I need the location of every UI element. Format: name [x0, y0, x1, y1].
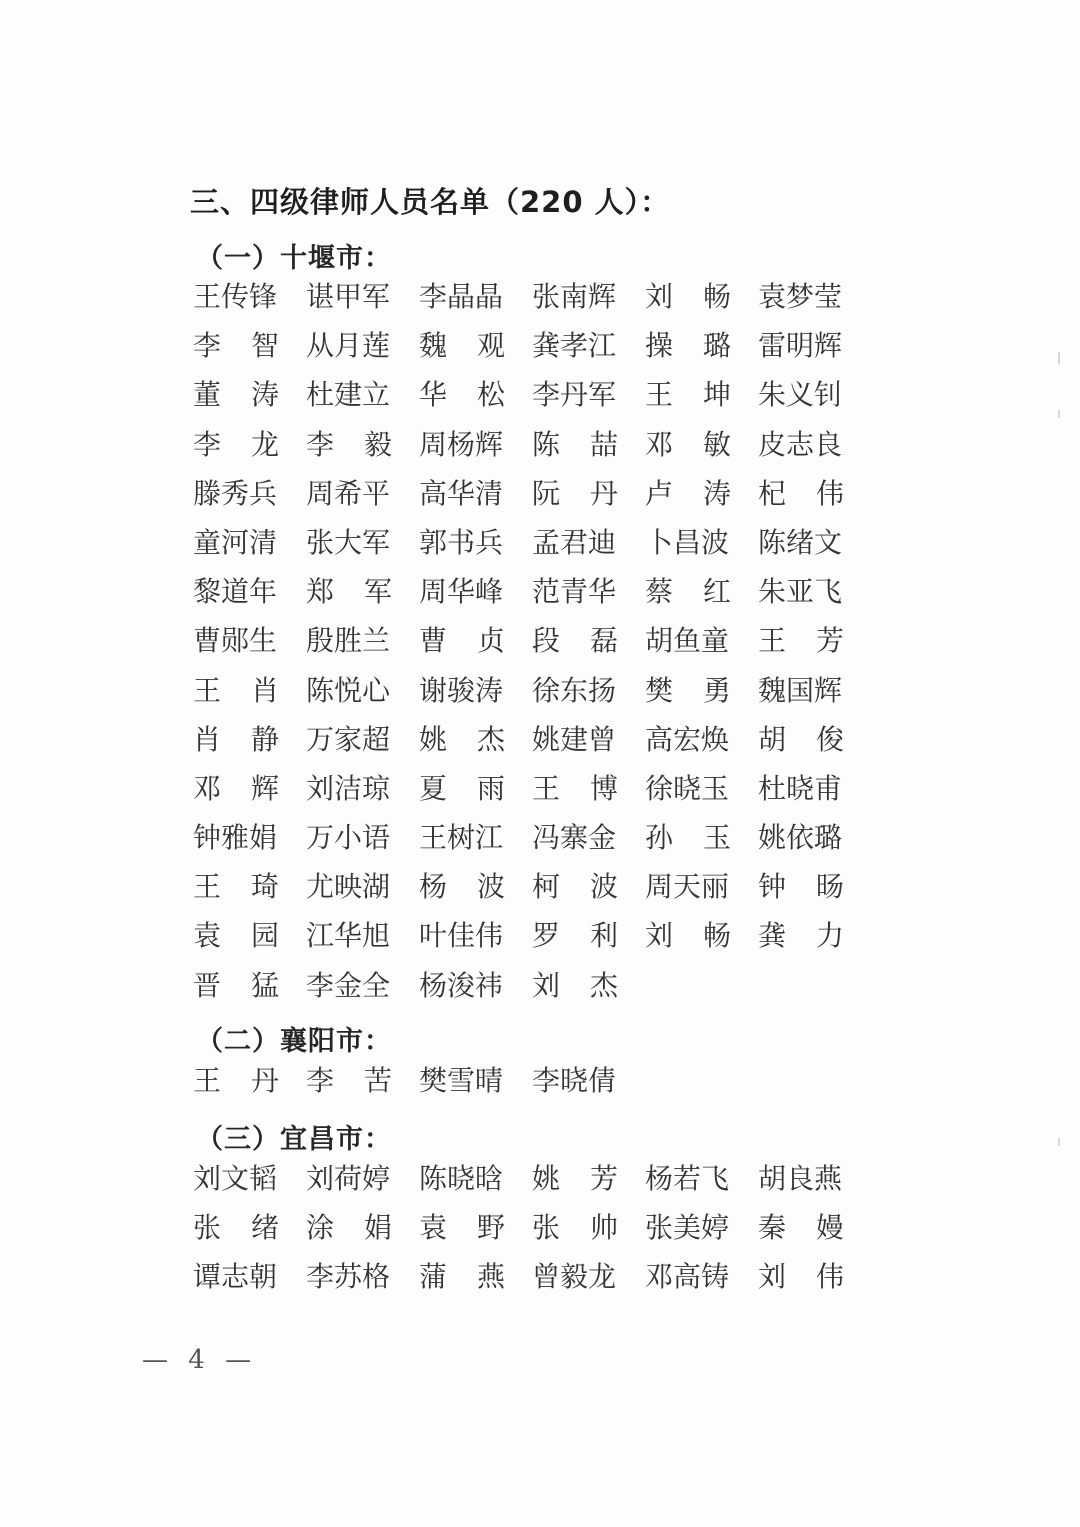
person-name: 朱亚飞 [758, 575, 843, 609]
person-name: 李丹军 [532, 378, 617, 412]
person-name: 魏国辉 [758, 673, 843, 707]
person-name: 郑 军 [306, 575, 392, 609]
person-name: 曹 贞 [419, 624, 505, 658]
person-name: 姚依璐 [758, 821, 843, 855]
city-heading-xiangyang: （二）襄阳市： [196, 1026, 392, 1057]
person-name: 王 丹 [193, 1064, 279, 1097]
person-name: 王 琦 [193, 870, 279, 904]
person-name: 邓 辉 [193, 771, 279, 805]
person-name: 卢 涛 [645, 476, 731, 510]
person-name: 张南辉 [532, 280, 617, 313]
person-name: 晋 猛 [193, 968, 279, 1002]
person-name: 华 松 [419, 378, 505, 412]
person-name: 高华清 [419, 476, 504, 510]
person-name: 张 绪 [193, 1211, 279, 1245]
person-name: 曾毅龙 [532, 1260, 617, 1294]
person-name: 朱义钊 [758, 378, 843, 412]
person-name: 陈绪文 [758, 525, 843, 559]
person-name: 滕秀兵 [193, 476, 278, 510]
person-name: 袁 园 [193, 919, 279, 953]
person-name: 万家超 [306, 722, 391, 756]
city-heading-shiyan: （一）十堰市： [196, 243, 392, 274]
person-name: 李 龙 [193, 427, 279, 461]
person-name: 钟 旸 [758, 870, 844, 904]
person-name: 胡 俊 [758, 722, 844, 756]
person-name: 胡鱼童 [645, 624, 730, 658]
person-name: 樊 勇 [645, 673, 731, 707]
person-name: 袁 野 [419, 1211, 505, 1245]
person-name: 姚 芳 [532, 1162, 618, 1195]
person-name: 雷明辉 [758, 329, 843, 363]
person-name: 张大军 [306, 525, 391, 559]
person-name: 王 博 [532, 771, 618, 805]
person-name: 李苏格 [306, 1260, 391, 1294]
person-name: 阮 丹 [532, 476, 618, 510]
person-name: 高宏焕 [645, 722, 730, 756]
person-name: 谌甲军 [306, 280, 391, 313]
name-list-yichang [193, 1154, 853, 1302]
person-name: 王 芳 [758, 624, 844, 658]
person-name: 邓高铸 [645, 1260, 730, 1294]
person-name: 范青华 [532, 575, 617, 609]
person-name: 王 坤 [645, 378, 731, 412]
person-name: 郭书兵 [419, 525, 504, 559]
person-name: 罗 利 [532, 919, 618, 953]
person-name: 蔡 红 [645, 575, 731, 609]
person-name: 刘 畅 [645, 280, 731, 313]
person-name: 刘 杰 [532, 968, 618, 1002]
person-name: 杜建立 [306, 378, 391, 412]
person-name: 陈晓晗 [419, 1162, 504, 1195]
person-name: 杜晓甫 [758, 771, 843, 805]
person-name: 尤映湖 [306, 870, 391, 904]
person-name: 杨若飞 [645, 1162, 730, 1195]
person-name: 李金全 [306, 968, 391, 1002]
page-number: — 4 — [142, 1345, 258, 1375]
person-name: 童河清 [193, 525, 278, 559]
person-name: 谢骏涛 [419, 673, 504, 707]
person-name: 李 苦 [306, 1064, 392, 1097]
city-heading-yichang: （三）宜昌市： [196, 1124, 392, 1155]
person-name: 刘 伟 [758, 1260, 844, 1294]
person-name: 曹郧生 [193, 624, 278, 658]
person-name: 刘 畅 [645, 919, 731, 953]
person-name: 李 智 [193, 329, 279, 363]
person-name: 徐晓玉 [645, 771, 730, 805]
person-name: 肖 静 [193, 722, 279, 756]
person-name: 胡良燕 [758, 1162, 843, 1195]
person-name: 姚 杰 [419, 722, 505, 756]
person-name: 董 涛 [193, 378, 279, 412]
person-name: 张 帅 [532, 1211, 618, 1245]
person-name: 段 磊 [532, 624, 618, 658]
person-name: 孙 玉 [645, 821, 731, 855]
person-name: 卜昌波 [645, 525, 730, 559]
scan-artifact [1058, 352, 1060, 364]
person-name: 魏 观 [419, 329, 505, 363]
person-name: 李 毅 [306, 427, 392, 461]
person-name: 谭志朝 [193, 1260, 278, 1294]
person-name: 江华旭 [306, 919, 391, 953]
scan-artifact [1058, 410, 1060, 418]
person-name: 万小语 [306, 821, 391, 855]
person-name: 王传锋 [193, 280, 278, 313]
person-name: 从月莲 [306, 329, 391, 363]
person-name: 杞 伟 [758, 476, 844, 510]
person-name: 王 肖 [193, 673, 279, 707]
person-name: 龚孝江 [532, 329, 617, 363]
person-name: 陈悦心 [306, 673, 391, 707]
person-name: 刘荷婷 [306, 1162, 391, 1195]
person-name: 孟君迪 [532, 525, 617, 559]
person-name: 皮志良 [758, 427, 843, 461]
person-name: 黎道年 [193, 575, 278, 609]
person-name: 蒲 燕 [419, 1260, 505, 1294]
person-name: 操 璐 [645, 329, 731, 363]
person-name: 陈 喆 [532, 427, 618, 461]
person-name: 周华峰 [419, 575, 504, 609]
person-name: 杨浚祎 [419, 968, 504, 1002]
section-title: 三、四级律师人员名单（220 人）： [190, 185, 671, 219]
person-name: 张美婷 [645, 1211, 730, 1245]
person-name: 冯寨金 [532, 821, 617, 855]
person-name: 叶佳伟 [419, 919, 504, 953]
person-name: 秦 嫚 [758, 1211, 844, 1245]
name-list-xiangyang [193, 1056, 853, 1105]
person-name: 刘文韬 [193, 1162, 278, 1195]
person-name: 邓 敏 [645, 427, 731, 461]
person-name: 王树江 [419, 821, 504, 855]
name-list-shiyan [193, 272, 853, 1010]
person-name: 龚 力 [758, 919, 844, 953]
person-name: 周杨辉 [419, 427, 504, 461]
person-name: 周希平 [306, 476, 391, 510]
person-name: 夏 雨 [419, 771, 505, 805]
person-name: 刘洁琼 [306, 771, 391, 805]
person-name: 姚建曾 [532, 722, 617, 756]
person-name: 徐东扬 [532, 673, 617, 707]
person-name: 柯 波 [532, 870, 618, 904]
person-name: 殷胜兰 [306, 624, 391, 658]
person-name: 樊雪晴 [419, 1064, 504, 1097]
person-name: 周天丽 [645, 870, 730, 904]
scan-artifact [1058, 1138, 1060, 1146]
person-name: 袁梦莹 [758, 280, 843, 313]
person-name: 钟雅娟 [193, 821, 278, 855]
person-name: 涂 娟 [306, 1211, 392, 1245]
person-name: 杨 波 [419, 870, 505, 904]
person-name: 李晓倩 [532, 1064, 617, 1097]
person-name: 李晶晶 [419, 280, 504, 313]
